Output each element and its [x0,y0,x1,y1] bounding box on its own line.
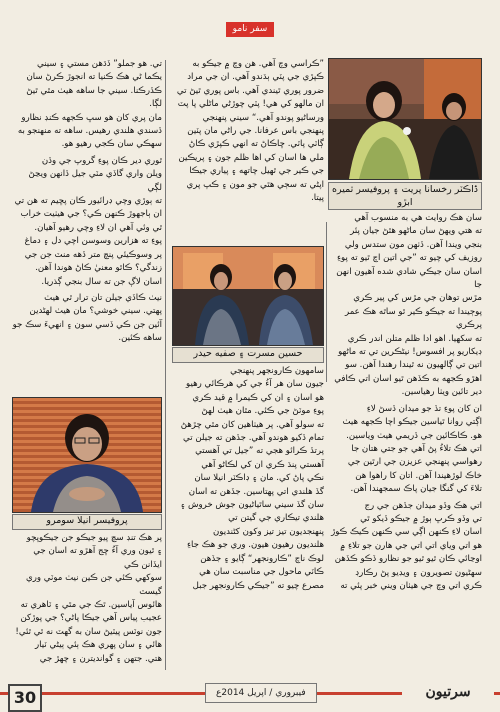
section-label: سفر نامو [226,22,274,37]
text-line: لوڪ ناچ ”ڪارونجهر“ ڳايو ۽ جڏهن [200,553,324,564]
text-line: ته ٻوڙي وچي ڊرائيور ڪان پڇيم ته هن تي [14,196,162,207]
text-line: زندگي؟ ڪاٿو معنيٰ ڪاڻ هوندا آهن. [35,263,162,274]
text-line: ته هتي ويهڻ سان ماڻهو هٿڻ جيان پئر [350,226,482,237]
text-line: هلنديون رهيون هيون. وري جو هڪ جاءِ [187,540,324,551]
text-line: مان پري کان هو سڀ ڪجهه ڪنڊ نظارو [21,112,162,123]
photo1-caption: ڈاڪٽر رخسانا پريت ۽ پروفيسر ثميره ابڙو [328,182,482,210]
text-line: سان هڪ روايت هي به منسوب آهي [354,213,482,223]
text-line: ڏسندي هلندي رهيس. ساهه ته منهنجو به [17,126,162,137]
text-column-left [12,58,162,346]
text-line: اڳتي روانا ٿياسين جيڪو اچا ڪجهه هيٺ [342,417,482,428]
text-line: پوءِ موٽڻ جي ڪئي. مٿان هيٺ لهڻ [201,406,324,417]
page-footer [0,682,500,712]
text-line: مصرع چيو ته ”جيڪي ڪارونجهر جبل [192,580,324,591]
text-line: ان مالهو کي هي! پٽي چوڙڻي ماڻلي پا پٽ [177,99,324,110]
text-column-middle-bottom [170,365,324,593]
text-line: سهڪي سان ڪجي رهيو هو. [61,139,162,150]
text-line: پوڄيندا ته جيڪو ڪير ٿو ساٿه هڪ عمر پرڪري [344,306,482,331]
text-line: ٿي وئي آهي ان لاءِ وچي رهيو آهيان. [34,222,162,233]
text-line: اتين تي ڳالهيون نه ٿيندا رهندا آهن. سو [345,360,482,371]
text-line: عجيب پياس آهي جيڪا پاڻي؟ جي پوڙکن [20,613,162,624]
text-column-left-below [12,532,162,666]
text-line: پهتي. سيني خوشي؟ مان هيٺ لهڻدين [29,306,162,317]
page-number: 30 [8,684,42,712]
text-line: آئين جن ڪي ڏسي سون ۽ انهيءَ سڪ جو [12,319,162,330]
text-line: يڪما ڻي هڪ ڪنيا ته انجوڙ ڪرڻ سان [26,72,162,83]
text-line: نيٺ ڪاڏي جيلن تان ترار ٿي هيٺ [44,292,162,303]
text-line: ڪپڙي جي پٽي ٻڌندو آهي. ان جي مراد [187,72,324,83]
text-line: ڪڏرڪنا. سيني جا ساهه هيٺ مٿي ٿيڻ لڳا. [26,85,162,110]
photo-woman-portrait [12,397,162,513]
text-line: هائي ۽ سان پهري هڪ ٻئي ٻيڻي ٽيار [34,640,162,651]
text-line: ڊيکاريو پر افسوس! نيڻڪرين تي ته ماڻهو [338,347,482,358]
text-line: ٿوري دير ڪان پوءِ گروپ جي وڏن [41,155,162,166]
text-line: ضرور پوري ٿيندي آهي. باس پوري ٿيڻ تي [176,85,324,96]
text-line: ۽ ٿيون وري آءُ ڇج آهڙو ته اسان جي ايڏانن ڪي [33,546,162,570]
text-line: ساهه ڪئين. [118,333,162,344]
text-line: دير تائين ويٺا رهياسين. [401,387,482,398]
photo2-caption: حسين مسرت ۽ صفيه حيدر [172,347,324,363]
text-line: پنهنجديون تيز تيز وکون کڻنديون [212,526,324,537]
text-line: اتي هڪ وڏو ميدان جڏهن جي رج [364,500,482,511]
text-line: ورساڻيو پوندو آهي.“ سيني پنهنجي [202,112,324,123]
text-line: بنجي ويندا آهن. ڏٺهن مون ستدس ولي [344,239,482,250]
text-line: ”ڪراسي وچ آهي. هن وچ ۾ جيڪو به [192,59,324,69]
text-line: ڪري اتي وچ جي هيٺان ويني خبر پئي ته [340,580,482,591]
text-line: تي. هو جملو” ڏڌهن مستي ۽ سيني [36,59,162,69]
text-line: تي وڏو ڪرڀ ٻوڙ ۾ جيڪو ڏيکو ٿي [360,513,482,524]
text-line: اسان سان جيڪي شادي شده آهيون انهن جا [336,266,482,291]
text-line: اوڃائي ڪان ٿيو ٿيو جو نظارو ڏڪو ڪڏهن [334,554,482,565]
text-line: آهستي پنڌ ڪري ان کي لڪاڻو آهي [201,459,324,470]
text-line: سهڻيون تصويرون ۽ ويڊيو پڻ رڪارڊ [355,567,482,578]
photo3-caption: پروفيسر انيلا سومرو [12,514,162,530]
text-line: اتي هڪ تلاءُ پڻ آهي جو جتي هتان جا [351,443,482,454]
text-line: جون نوٽس پيٽيڻ سان به گهٽ نه ٿي ٿئي! [15,626,162,637]
text-line: اپڻي ته سڄي هٿي جو مون ۽ ڪپ پري [186,179,324,190]
column-divider-right [326,222,327,382]
text-line: سامهون ڪارونجهر پنهنجي [230,366,324,376]
text-line: پنهنجي باس عرفانا. جي راڻي مان پٽين [187,126,324,137]
text-line: هائوس آياسين. ٿڪ جي مٿي ۽ ٽاهري ته [20,600,162,611]
text-line: جيون سان هر آءُ جي کي هرڪائي رهيو [186,379,324,390]
text-line: هو. ڪاڪائين جي ڏريمي هيٺ وياسين. [346,430,482,441]
text-line: رهواسي پنهنجي عزيزن جي ارٿين جي [347,457,482,468]
photo-two-women-seated-middle [172,246,324,346]
text-line: ويلن واري گاڏي مٽي جيل ڏانهن ويڃڻ لڳي [28,169,162,193]
text-line: نڪي پاڻ کي. مان ۽ ڊاڪٽر انيلا سان [194,473,324,484]
text-line: سوکهي ڪئي جن ڪين نيٺ موٽي وري گيسٽ [26,573,162,597]
text-line: هتي. جتهن ۽ گوانديترن ۽ چهڙ جي [39,653,162,664]
text-line: هو اسان ۽ ان کي ڪيمرا ۾ قيد ڪري [192,392,324,403]
text-line: ملي ها اسان کي اها ظلم جون ۽ پريڪين [178,152,324,163]
text-line: جي ڪير جي ٿهيل چاتهه ۽ پياري جيڪا [189,166,324,177]
text-line: پر وسوڪيئي پنچ متر ڏهه منٽ جن جي [24,249,162,260]
text-column-middle-top [170,58,324,205]
text-line: روزيف کي چيو ته ”جي اتين اچ ٿيو ته پوءِ [337,253,482,264]
text-line: گڏ هلندي اتي پهتاسين. جڏهن ته اسان [188,486,324,497]
text-line: ته سولو آهي. پر هيٺاهين کان مٿي چڙهڻ [180,419,324,430]
text-line: تلاءَ کي گنگا جيان پاڪ سمجهندا آهن. [350,484,482,495]
text-line: اسان لاڳ جن ته سال بنجي ڳذريا. [41,276,162,287]
text-column-right [330,212,482,593]
text-line: هلندي تيڪاري جي گيتن تي [228,513,324,524]
text-line: ته سکهيا. اهو ادا ظلم متلن اندر ڪري [347,333,482,344]
text-line: مڙس توهان جي مڙس کي پير ڪري [353,293,482,304]
text-line: پرتڏ ڪرائو هجي ته ”جيل تي آهستي [195,446,324,457]
photo-two-women-seated [328,58,482,180]
text-line: ان کان پوءِ تڏ جو ميدان ڏسڻ لاءِ [366,403,482,414]
column-divider-left [165,60,166,670]
text-line: هو اتي وياي اتي اتي جي هارن جو تلاءِ ۾ [340,540,482,551]
text-line: پيتا. [311,193,324,204]
text-line: ڪاٽي ماحول جي مناسبت سان هي [199,567,324,578]
magazine-brand: سرتيون [402,680,494,704]
text-line: خاڪ لوڙهيندا آهن. اتان کا راهوا هن [355,470,482,481]
issue-date: فيبروري / اپريل 2014ع [205,683,317,703]
text-line: پر هڪ تنڊ سچ پيو جيڪو جن جيڪوپچو [26,533,162,543]
text-line: سان گڏ سيني ساٿياڻيون جوش خروش ۽ [180,500,324,511]
text-line: پوءِ ته هزارين وسوسن اچي دل ۽ دماغ [24,236,162,247]
text-line: تمام ڏکيو هوندو آهي. جڏهن ته جيلن تي [183,433,324,444]
text-line: ان ٻاجهوڙ ڪنهن ڪي؟ جي هيٺيت خراب [20,209,162,220]
text-line: اسان لاءِ ڪنهن اڳي سي ڪنهن ڪيڪ ڪوڙ [331,527,482,538]
text-line: ڳاٽي پاٽي. ڇاڪاڻ ته انهي ڪپڙي ڪاڻ [188,139,324,150]
text-line: اهڙو ڪجهه به ڪڏهن ٿيو اسان اتي ڪافي [334,373,482,384]
